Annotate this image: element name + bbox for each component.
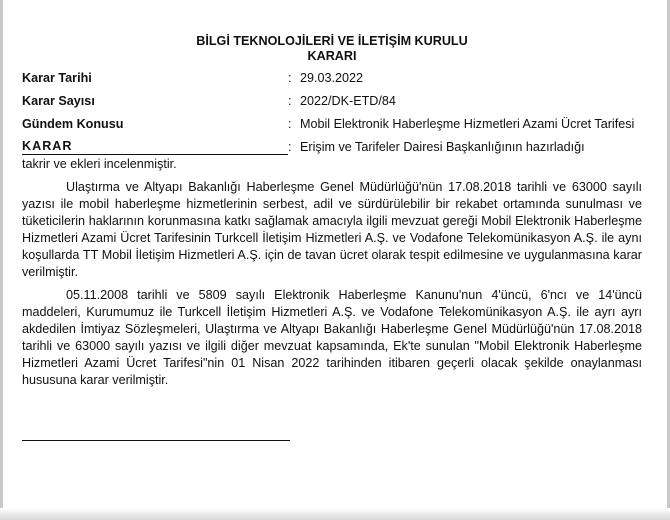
- meta-key: Gündem Konusu: [22, 117, 124, 131]
- decision-paragraph-1: Ulaştırma ve Altyapı Bakanlığı Haberleşme Genel Müdürlüğü'nün 17.08.2018 tarihli ve 63000 sayılı yazısı ile mobil haberleşme hizmetlerinin serbest, adil ve sürdürülebilir bir rekabet ortamında sunulması ve tüketicilerin haklarının korunmasına katkı sağlamak amacıyla ilgili mevzuat gereği Mobil Elektronik Haberleşme Hizmetleri Azami Ücret Tarifesinin Turkcell İletişim Hizmetleri A.Ş. ve Vodafone Telekomünikasyon A.Ş. ile aynı koşullarda TT Mobil İletişim Hizmetleri A.Ş. için de tavan ücret olarak tespit edilmesine ve uygulanmasına karar verilmiştir.: [22, 180, 642, 279]
- meta-row-date: [22, 70, 642, 87]
- meta-key: Karar Sayısı: [22, 94, 95, 108]
- decision-intro-continued: takrir ve ekleri incelenmiştir.: [22, 157, 177, 171]
- meta-value: 2022/DK-ETD/84: [300, 94, 396, 108]
- meta-value: 29.03.2022: [300, 71, 364, 85]
- meta-key: Karar Tarihi: [22, 71, 92, 85]
- meta-row-subject: [22, 116, 642, 133]
- meta-colon: :: [288, 117, 292, 131]
- meta-colon: :: [288, 71, 292, 85]
- document-title: [22, 34, 642, 64]
- title-line-1: BİLGİ TEKNOLOJİLERİ VE İLETİŞİM KURULU: [196, 34, 468, 48]
- meta-colon: :: [288, 94, 292, 108]
- decision-colon: :: [288, 140, 292, 154]
- meta-value: Mobil Elektronik Haberleşme Hizmetleri Azami Ücret Tarifesi: [300, 117, 635, 131]
- signature-line: [22, 440, 290, 441]
- scan-shadow: [0, 508, 670, 520]
- title-line-2: KARARI: [307, 49, 357, 63]
- document-page: [22, 34, 642, 389]
- decision-label: KARAR: [22, 139, 288, 155]
- meta-block: [22, 70, 642, 133]
- decision-intro: Erişim ve Tarifeler Dairesi Başkanlığının hazırladığı: [300, 140, 585, 154]
- meta-row-number: [22, 93, 642, 110]
- decision-paragraph-2: 05.11.2008 tarihli ve 5809 sayılı Elektronik Haberleşme Kanunu'nun 4'üncü, 6'ncı ve 14'üncü maddeleri, Kurumumuz ile Turkcell İletişim Hizmetleri A.Ş. ve Vodafone Telekomünikasyon A.Ş. ile ayrı ayrı akdedilen İmtiyaz Sözleşmeleri, Ulaştırma ve Altyapı Bakanlığı Haberleşme Genel Müdürlüğü'nün 17.08.2018 tarihli ve 63000 sayılı yazısı ve ilgili diğer mevzuat kapsamında, Ek'te sunulan "Mobil Elektronik Haberleşme Hizmetleri Azami Ücret Tarifesi"nin 01 Nisan 2022 tarihinden itibaren geçerli olacak şekilde onaylanması hususuna karar verilmiştir.: [22, 288, 642, 387]
- decision-header-row: [22, 139, 642, 156]
